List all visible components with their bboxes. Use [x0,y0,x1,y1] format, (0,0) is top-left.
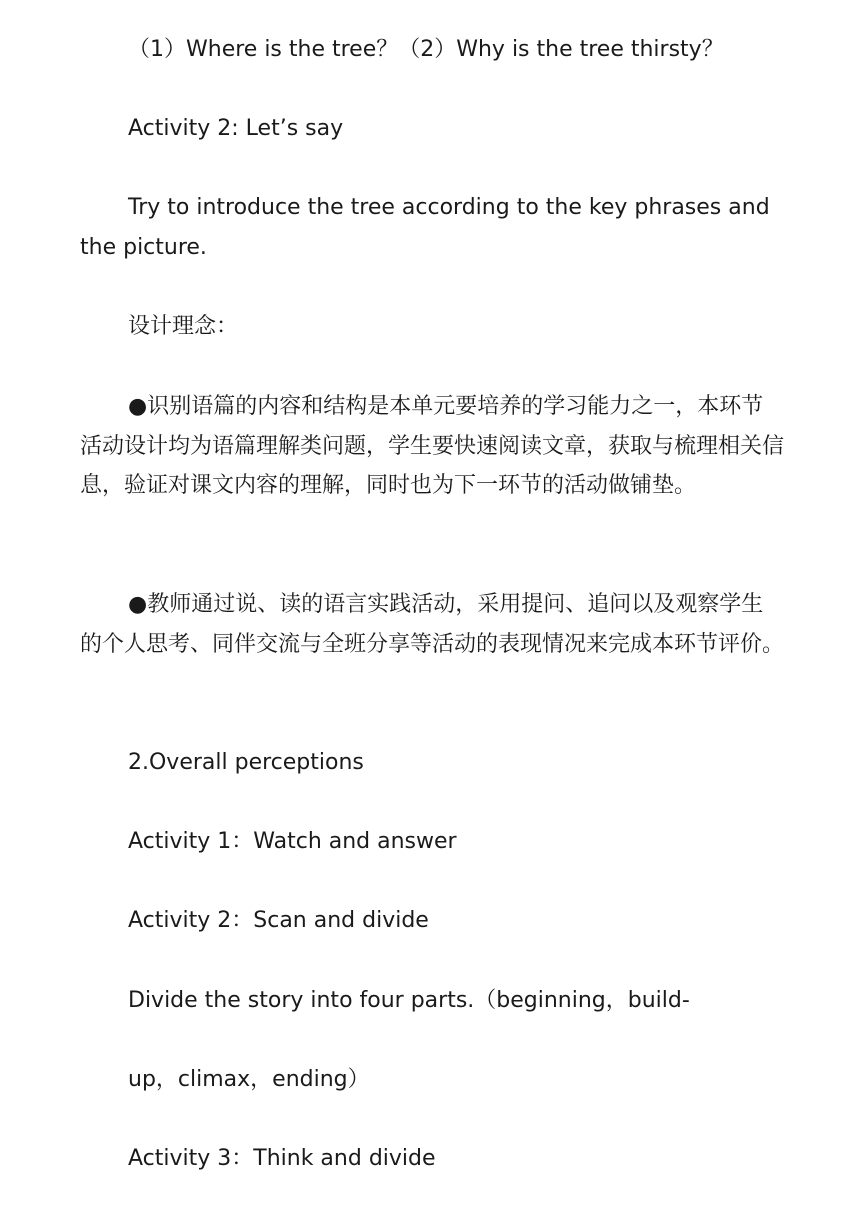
activity-2-instruction: Try to introduce the tree according to the key phrases and the picture. [80,195,770,260]
section-title: 2.Overall perceptions [128,750,364,775]
questions-line: （1）Where is the tree？（2）Why is the tree thirsty？ [128,37,724,62]
activity-2-scan-line: Activity 2：Scan and divide [128,908,429,933]
activity-2-title: Activity 2: Let’s say [128,116,344,141]
divide-instruction-line-1: Divide the story into four parts.（beginning，build- [128,988,690,1013]
design-concept-label: 设计理念： [128,314,239,339]
design-point-1: ●识别语篇的内容和结构是本单元要培养的学习能力之一，本环节活动设计均为语篇理解类问题，学生要快速阅读文章，获取与梳理相关信息，验证对课文内容的理解，同时也为下一环节的活动做铺垫。 [80,394,785,498]
activity-1-line: Activity 1：Watch and answer [128,829,457,854]
divide-instruction-line-2: up，climax，ending） [128,1067,370,1092]
activity-3-line: Activity 3：Think and divide [128,1146,436,1171]
design-point-2: ●教师通过说、读的语言实践活动，采用提问、追问以及观察学生的个人思考、同伴交流与全班分享等活动的表现情况来完成本环节评价。 [80,592,785,657]
